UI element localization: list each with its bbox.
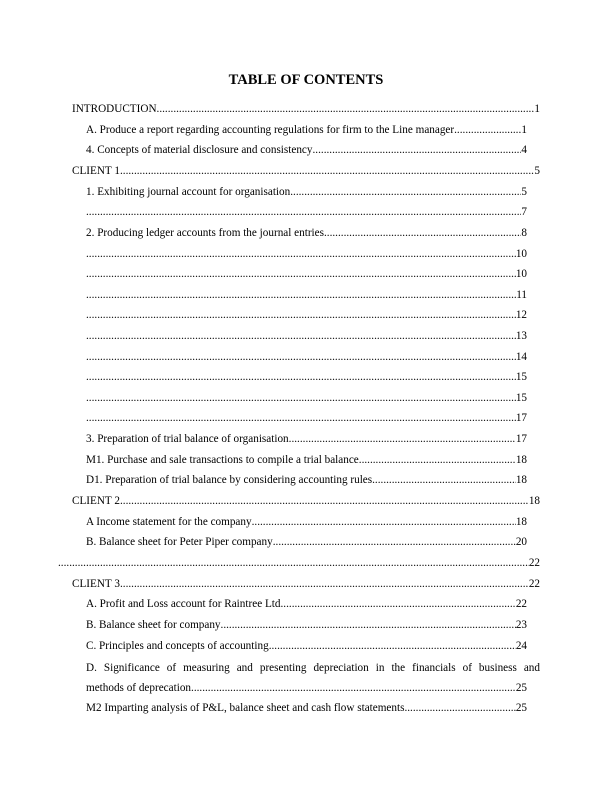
toc-entry-text: B. Balance sheet for company	[86, 619, 221, 631]
toc-page-number: 1	[534, 103, 540, 115]
toc-entry-text: CLIENT 3	[72, 578, 120, 590]
toc-leader	[290, 184, 521, 200]
toc-leader	[58, 555, 529, 571]
toc-leader	[372, 472, 516, 488]
toc-page-number: 23	[515, 619, 527, 631]
toc-page-number: 4	[521, 144, 527, 156]
toc-entry[interactable]	[86, 390, 527, 406]
toc-leader	[273, 534, 516, 550]
toc-page-number: 22	[515, 598, 527, 610]
toc-page-number: 14	[515, 351, 527, 363]
toc-leader	[454, 122, 521, 138]
toc-page-number: 5	[534, 165, 540, 177]
toc-page-number: 15	[515, 392, 527, 404]
toc-page-number: 25	[515, 702, 527, 714]
toc-entry-text: M2 Imparting analysis of P&L, balance sheet and cash flow statements	[86, 702, 405, 714]
toc-entry-text: A. Produce a report regarding accounting regulations for firm to the Line manager	[86, 124, 455, 136]
toc-page-number: 8	[521, 227, 527, 239]
toc-entry[interactable]	[86, 349, 527, 365]
toc-entry-text: 1. Exhibiting journal account for organisation	[86, 186, 291, 198]
toc-leader	[86, 390, 516, 406]
toc-leader	[157, 101, 535, 117]
toc-page-number: 17	[515, 433, 527, 445]
toc-page-number: 18	[515, 474, 527, 486]
toc-entry[interactable]	[86, 307, 527, 323]
toc-page-number: 1	[521, 124, 527, 136]
page-title: TABLE OF CONTENTS	[228, 72, 384, 88]
toc-entry-client-3[interactable]	[72, 576, 540, 592]
toc-entry-text: B. Balance sheet for Peter Piper company	[86, 536, 273, 548]
toc-leader	[86, 204, 521, 220]
toc-leader	[120, 576, 529, 592]
toc-page-number: 10	[515, 268, 527, 280]
toc-page-number: 18	[515, 454, 527, 466]
toc-page-number: 13	[515, 330, 527, 342]
toc-entry[interactable]	[86, 514, 527, 530]
toc-entry[interactable]	[86, 431, 527, 447]
toc-entry[interactable]	[86, 287, 527, 303]
toc-entry[interactable]	[86, 225, 527, 241]
toc-entry[interactable]	[86, 184, 527, 200]
toc-entry-text: 2. Producing ledger accounts from the journal entries	[86, 227, 324, 239]
toc-entry[interactable]	[86, 204, 527, 220]
toc-leader	[120, 493, 529, 509]
toc-entry[interactable]	[86, 266, 527, 282]
toc-leader	[324, 225, 521, 241]
toc-entry-continuation	[86, 678, 527, 698]
toc-leader	[221, 617, 516, 633]
toc-page-number: 15	[515, 371, 527, 383]
toc-page-number: 10	[515, 248, 527, 260]
toc-entry-text: 3. Preparation of trial balance of organisation	[86, 433, 289, 445]
toc-leader	[86, 349, 516, 365]
toc-entry[interactable]	[86, 596, 527, 612]
toc-entry[interactable]	[86, 246, 527, 262]
toc-leader	[289, 431, 516, 447]
toc-leader	[269, 638, 516, 654]
toc-entry-text: methods of deprecation	[86, 682, 192, 694]
toc-leader	[120, 163, 534, 179]
toc-entry[interactable]	[58, 555, 540, 571]
toc-page-number: 18	[528, 495, 540, 507]
toc-entry[interactable]	[86, 122, 527, 138]
toc-entry-client-1[interactable]	[72, 163, 540, 179]
toc-entry[interactable]	[86, 369, 527, 385]
toc-entry-text: A. Profit and Loss account for Raintree Ltd	[86, 598, 281, 610]
toc-entry-text: CLIENT 1	[72, 165, 120, 177]
toc-entry[interactable]	[86, 472, 527, 488]
toc-entry-wrapped[interactable]	[86, 658, 540, 698]
toc-leader	[191, 678, 516, 698]
toc-leader	[86, 266, 516, 282]
toc-entry[interactable]	[86, 638, 527, 654]
toc-page-number: 22	[528, 557, 540, 569]
toc-page-number: 5	[521, 186, 527, 198]
toc-entry-text: D1. Preparation of trial balance by considering accounting rules	[86, 474, 373, 486]
toc-entry-introduction[interactable]	[72, 101, 540, 117]
toc-entry-text: CLIENT 2	[72, 495, 120, 507]
toc-entry-text: A Income statement for the company	[86, 516, 252, 528]
toc-leader	[359, 452, 516, 468]
toc-leader	[313, 142, 522, 158]
toc-page-number: 25	[515, 682, 527, 694]
toc-leader	[86, 410, 516, 426]
toc-leader	[252, 514, 516, 530]
toc-leader	[86, 307, 516, 323]
toc-entry[interactable]	[86, 410, 527, 426]
toc-leader	[86, 369, 516, 385]
toc-entry-text: INTRODUCTION	[72, 103, 157, 115]
toc-page-number: 18	[515, 516, 527, 528]
toc-leader	[281, 596, 516, 612]
toc-page-number: 12	[515, 309, 527, 321]
toc-entry[interactable]	[86, 142, 527, 158]
toc-entry-client-2[interactable]	[72, 493, 540, 509]
toc-entry-text: 4. Concepts of material disclosure and consistency	[86, 144, 313, 156]
toc-page-number: 11	[516, 289, 527, 301]
toc-leader	[86, 328, 516, 344]
toc-page-number: 7	[521, 206, 527, 218]
toc-page-number: 17	[515, 412, 527, 424]
toc-entry[interactable]	[86, 452, 527, 468]
toc-entry[interactable]	[86, 617, 527, 633]
toc-page-number: 22	[528, 578, 540, 590]
toc-entry[interactable]	[86, 700, 527, 716]
toc-entry-text: D. Significance of measuring and presenting depreciation in the financials of business and	[86, 662, 540, 674]
toc-entry-text: M1. Purchase and sale transactions to compile a trial balance	[86, 454, 359, 466]
toc-entry-text: C. Principles and concepts of accounting	[86, 640, 269, 652]
toc-page-number: 24	[515, 640, 527, 652]
toc-leader	[86, 246, 516, 262]
toc-entry[interactable]	[86, 534, 527, 550]
toc-page-number: 20	[515, 536, 527, 548]
toc-leader	[86, 287, 516, 303]
toc-leader	[404, 700, 515, 716]
toc-entry[interactable]	[86, 328, 527, 344]
